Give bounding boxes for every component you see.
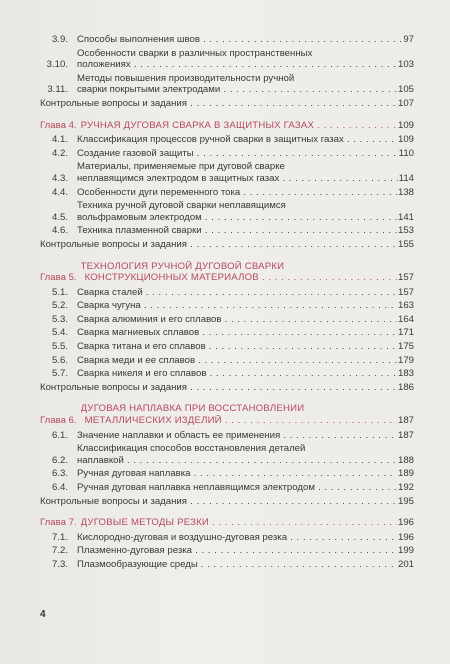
page-ref: 107 <box>397 97 414 109</box>
page-ref: 114 <box>398 172 414 184</box>
toc-entry[interactable] <box>40 482 414 494</box>
title-line: Материалы, применяемые при дуговой сварке <box>77 161 285 173</box>
page-ref: 192 <box>397 482 414 493</box>
section-title <box>40 382 397 394</box>
toc-entry[interactable] <box>40 430 414 442</box>
toc-entry[interactable] <box>40 148 414 160</box>
title-line: Методы повышения производительности ручной <box>77 72 295 84</box>
title-line: Плазменно-дуговая резка . . . <box>77 545 397 557</box>
page-ref: 163 <box>397 300 414 312</box>
section-title <box>77 134 397 146</box>
toc-entry[interactable] <box>40 300 414 312</box>
toc-entry[interactable] <box>40 34 414 46</box>
title-line: Кислородно-дуговая и воздушно-дуговая резка . . . <box>77 532 397 544</box>
section-title <box>77 161 398 184</box>
section-number: 5.2. <box>51 300 68 312</box>
toc-entry[interactable] <box>40 559 414 571</box>
chapter-title-line: КОНСТРУКЦИОННЫХ МАТЕРИАЛОВ . . . <box>81 272 397 284</box>
title-line: Сварка сталей . . . <box>77 287 397 299</box>
title-line: наплавкой . . . <box>77 455 397 467</box>
chapter-heading[interactable] <box>40 261 414 284</box>
page-ref: 199 <box>397 545 414 557</box>
table-of-contents <box>40 34 414 573</box>
chapter-title-line: РУЧНАЯ ДУГОВАЯ СВАРКА В ЗАЩИТНЫХ ГАЗАХ . . . <box>81 120 397 132</box>
title-line: сварки покрытыми электродами . . . <box>77 84 397 96</box>
page-ref: 153 <box>397 225 414 237</box>
page-ref: 164 <box>397 313 414 325</box>
toc-entry[interactable] <box>40 468 414 480</box>
toc-entry[interactable] <box>40 48 414 71</box>
page-ref: 189 <box>397 468 414 480</box>
toc-entry[interactable] <box>40 532 414 544</box>
title-line: Ручная дуговая наплавка . . . <box>77 468 397 480</box>
page-ref: 155 <box>397 238 414 250</box>
chapter-label: Глава 6. <box>40 415 77 427</box>
section-number: 6.1. <box>51 429 68 441</box>
title-line: Ручная дуговая наплавка неплавящимся электродом . . . <box>77 482 397 494</box>
section-title <box>77 532 397 544</box>
toc-entry[interactable] <box>40 287 414 299</box>
title-line: Контрольные вопросы и задания . . . <box>40 496 397 508</box>
section-title <box>77 48 397 71</box>
section-number: 5.7. <box>51 368 68 380</box>
section-title <box>77 468 397 480</box>
title-line: Сварка алюминия и его сплавов . . . <box>77 314 397 326</box>
title-line: Контрольные вопросы и задания . . . <box>40 382 397 394</box>
title-line: положениях . . . <box>77 59 397 71</box>
title-line: Сварка меди и ее сплавов . . . <box>77 355 397 367</box>
page-ref: 171 <box>397 327 414 339</box>
section-number: 4.5. <box>51 211 68 223</box>
toc-entry[interactable] <box>40 200 414 223</box>
title-line: Создание газовой защиты . . . <box>77 148 398 160</box>
section-number: 4.3. <box>51 172 68 184</box>
page-ref: 195 <box>397 495 414 507</box>
page-ref: 109 <box>397 134 414 146</box>
chapter-heading[interactable] <box>40 517 414 529</box>
page-ref: 110 <box>398 147 414 159</box>
toc-entry[interactable] <box>40 341 414 353</box>
page-ref: 196 <box>397 517 414 529</box>
page-ref: 186 <box>397 381 414 393</box>
section-title <box>77 34 402 46</box>
section-title <box>77 341 397 353</box>
section-title <box>77 287 397 299</box>
title-line: Классификация способов восстановления деталей <box>77 443 306 455</box>
title-line: Особенности сварки в различных пространственных <box>77 47 313 59</box>
section-number: 7.3. <box>51 558 68 570</box>
page-ref: 175 <box>397 341 414 353</box>
section-title <box>77 314 397 326</box>
section-title <box>77 187 397 199</box>
toc-entry[interactable] <box>40 443 414 466</box>
chapter-label: Глава 5. <box>40 272 77 284</box>
page-ref: 103 <box>397 59 414 71</box>
page-ref: 109 <box>397 119 414 131</box>
section-number: 4.4. <box>51 186 68 198</box>
section-title <box>77 200 397 223</box>
chapter-title <box>81 261 397 284</box>
section-title <box>77 443 397 466</box>
page-ref: 187 <box>397 415 414 427</box>
toc-entry[interactable] <box>40 545 414 557</box>
page-ref: 179 <box>397 354 414 366</box>
chapter-title <box>81 120 397 132</box>
toc-entry[interactable] <box>40 327 414 339</box>
title-line: Особенности дуги переменного тока . . . <box>77 187 397 199</box>
section-number: 4.6. <box>51 225 68 237</box>
section-number: 5.3. <box>51 313 68 325</box>
section-title <box>40 98 397 110</box>
chapter-label: Глава 4. <box>40 119 77 131</box>
section-number: 3.11. <box>47 84 68 96</box>
page-ref: 188 <box>397 454 414 466</box>
title-line: Контрольные вопросы и задания . . . <box>40 98 397 110</box>
section-title <box>77 355 397 367</box>
section-title <box>77 545 397 557</box>
chapter-title-line: ДУГОВЫЕ МЕТОДЫ РЕЗКИ . . . <box>81 517 397 529</box>
title-line: Сварка никеля и его сплавов . . . <box>77 368 397 380</box>
section-number: 5.5. <box>51 341 68 353</box>
section-number: 3.9. <box>51 34 68 45</box>
toc-entry[interactable] <box>40 98 414 110</box>
title-line: Сварка титана и его сплавов . . . <box>77 341 397 353</box>
section-number: 7.1. <box>51 531 68 543</box>
section-title <box>77 73 397 96</box>
page-ref: 201 <box>397 558 414 570</box>
section-title <box>40 496 397 508</box>
section-number: 4.1. <box>51 134 68 146</box>
section-number: 7.2. <box>51 545 68 557</box>
section-number: 6.4. <box>51 482 68 493</box>
title-line: Плазмообразующие среды . . . <box>77 559 397 571</box>
chapter-label: Глава 7. <box>40 517 77 529</box>
title-line: вольфрамовым электродом . . . <box>77 212 397 224</box>
chapter-title <box>81 517 397 529</box>
section-number: 3.10. <box>46 59 68 71</box>
toc-entry[interactable] <box>40 382 414 394</box>
page-ref: 183 <box>397 368 414 380</box>
section-number: 5.4. <box>51 327 68 339</box>
chapter-heading[interactable] <box>40 403 414 426</box>
toc-entry[interactable] <box>40 187 414 199</box>
page-ref: 97 <box>403 34 414 45</box>
toc-entry[interactable] <box>40 134 414 146</box>
toc-entry[interactable] <box>40 161 414 184</box>
title-line: Сварка магниевых сплавов . . . <box>77 327 397 339</box>
toc-entry[interactable] <box>40 239 414 251</box>
chapter-title-line: ТЕХНОЛОГИЯ РУЧНОЙ ДУГОВОЙ СВАРКИ <box>80 260 285 272</box>
page-ref: 157 <box>397 272 414 284</box>
section-number: 6.3. <box>51 468 68 480</box>
page-number: 4 <box>40 609 46 620</box>
page-ref: 105 <box>397 84 414 96</box>
title-line: Контрольные вопросы и задания . . . <box>40 239 397 251</box>
chapter-title <box>81 403 397 426</box>
toc-entry[interactable] <box>40 368 414 380</box>
title-line: Техника ручной дуговой сварки неплавящимся <box>77 200 286 212</box>
toc-entry[interactable] <box>40 314 414 326</box>
section-title <box>77 482 397 494</box>
toc-entry[interactable] <box>40 73 414 96</box>
page-ref: 138 <box>397 186 414 198</box>
section-title <box>77 559 397 571</box>
title-line: Классификация процессов ручной сварки в защитных газах . . . <box>77 134 397 146</box>
section-title <box>77 430 397 442</box>
section-number: 5.1. <box>51 286 68 298</box>
section-number: 6.2. <box>51 454 68 466</box>
section-number: 5.6. <box>51 354 68 366</box>
section-number: 4.2. <box>51 147 68 159</box>
title-line: Способы выполнения швов . . . <box>77 34 402 46</box>
title-line: Техника плазменной сварки . . . <box>77 225 397 237</box>
toc-entry[interactable] <box>40 496 414 508</box>
section-title <box>77 368 397 380</box>
page-ref: 141 <box>397 211 414 223</box>
section-title <box>77 148 398 160</box>
section-title <box>77 300 397 312</box>
page-ref: 196 <box>397 531 414 543</box>
chapter-title-line: МЕТАЛЛИЧЕСКИХ ИЗДЕЛИЙ . . . <box>81 415 397 427</box>
section-title <box>40 239 397 251</box>
section-title <box>77 327 397 339</box>
page-ref: 187 <box>397 429 414 441</box>
section-title <box>77 225 397 237</box>
title-line: Значение наплавки и область ее применения . . . <box>77 430 397 442</box>
page-ref: 157 <box>397 286 414 298</box>
chapter-heading[interactable] <box>40 120 414 132</box>
toc-entry[interactable] <box>40 355 414 367</box>
title-line: неплавящимся электродом в защитных газах . . . <box>77 173 398 185</box>
toc-entry[interactable] <box>40 225 414 237</box>
title-line: Сварка чугуна . . . <box>77 300 397 312</box>
chapter-title-line: ДУГОВАЯ НАПЛАВКА ПРИ ВОССТАНОВЛЕНИИ <box>80 403 305 415</box>
